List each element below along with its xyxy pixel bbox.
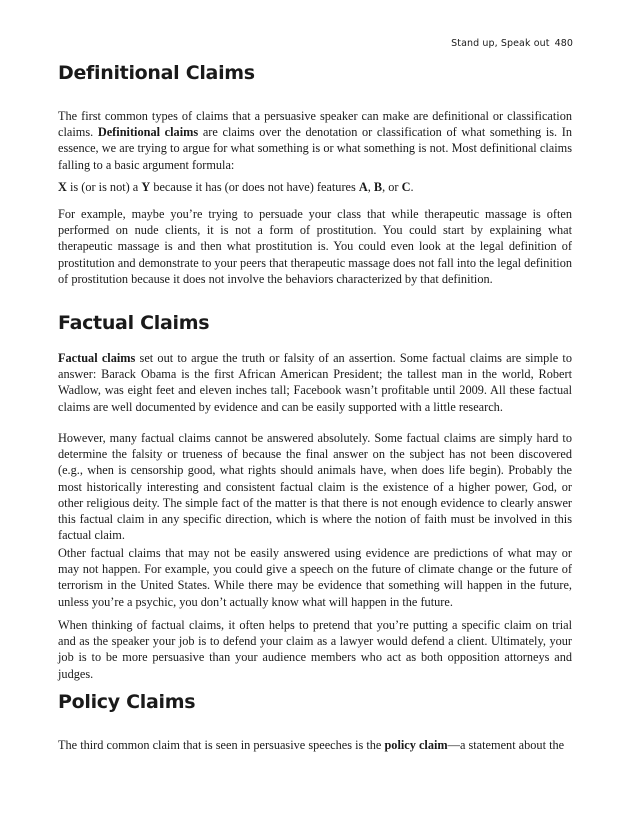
bold-term-definitional-claims: Definitional claims [97,125,199,140]
section-heading-factual-claims: Factual Claims [58,312,210,334]
paragraph-policy-intro [58,737,572,753]
text-run: set out to argue the truth or falsity of an assertion. Some factual claims are simple to answer: Barack Obama is the first African American President; the tallest man in the world, Robert Wadlow, was eight feet and eleven inches tall; Facebook wasn’t profitable until 2009. All these factual claims are well documented by evidence and can be easily supported with a little research. [58,351,572,414]
paragraph-factual-intro [58,350,572,415]
formula-b: B [373,180,383,194]
formula-c: C [401,180,411,194]
running-header [451,38,573,49]
paragraph-definitional-example: For example, maybe you’re trying to persuade your class that while therapeutic massage is often performed on nude clients, it is not a form of prostitution. You could start by explaining what therapeutic massage is and then what prostitution is. You could even look at the legal definition of prostitution and demonstrate to your peers that therapeutic massage does not fall into the legal definition of prostitution because it does not involve the behaviors characterized by that definition. [58,207,572,286]
text-run: —a statement about the [447,738,565,752]
formula-y: Y [141,180,151,194]
paragraph-definitional-intro [58,108,572,173]
section-heading-policy-claims: Policy Claims [58,691,196,713]
text-run: because it has (or does not have) features [150,180,359,194]
formula-x: X [58,180,67,194]
paragraph-factual-absolute: However, many factual claims cannot be answered absolutely. Some factual claims are simply hard to determine the falsity or trueness of because the final answer on the subject has not been discovered (e.g., when is censorship good, what rights should animals have, when does life begin). Probably the most historically interesting and consistent factual claim is the existence of a higher power, God, or other religious deity. The simple fact of the matter is that there is not enough evidence to clearly answer this factual claim in any specific direction, which is where the notion of faith must be involved in this factual claim. [58,431,572,543]
section-heading-definitional-claims: Definitional Claims [58,62,255,84]
text-run: , [367,180,374,194]
text-run: The third common claim that is seen in persuasive speeches is the [58,738,385,752]
bold-term-factual-claims: Factual claims [58,351,136,365]
text-run: The first common types of claims that a persuasive speaker can make are definitional or classification claims. [58,109,572,140]
text-run: is (or is not) a [66,180,142,194]
paragraph-factual-predictions: Other factual claims that may not be easily answered using evidence are predictions of what may or may not happen. For example, you could give a speech on the future of climate change or the future of terrorism in the United States. While there may be evidence that something will happen in the future, unless you’re a psychic, you don’t actually know what will happen in the future. [58,546,572,609]
page-number: 480 [554,38,573,49]
text-run: , or [382,180,402,194]
book-title: Stand up, Speak out [451,38,550,49]
bold-term-policy-claim: policy claim [384,738,448,752]
formula-a: A [358,180,368,194]
text-run: . [410,180,414,194]
paragraph-factual-trial: When thinking of factual claims, it often helps to pretend that you’re putting a specific claim on trial and as the speaker your job is to defend your claim as a lawyer would defend a client. Ultimately, your job is to be more persuasive than your audience members who act as both opposition attorneys and judges. [58,618,572,681]
text-run: are claims over the denotation or classification of what something is. In essence, we are trying to argue for what something is or what something is not. Most definitional claims falling to a basic argument formula: [58,125,573,172]
paragraph-argument-formula [58,179,572,195]
